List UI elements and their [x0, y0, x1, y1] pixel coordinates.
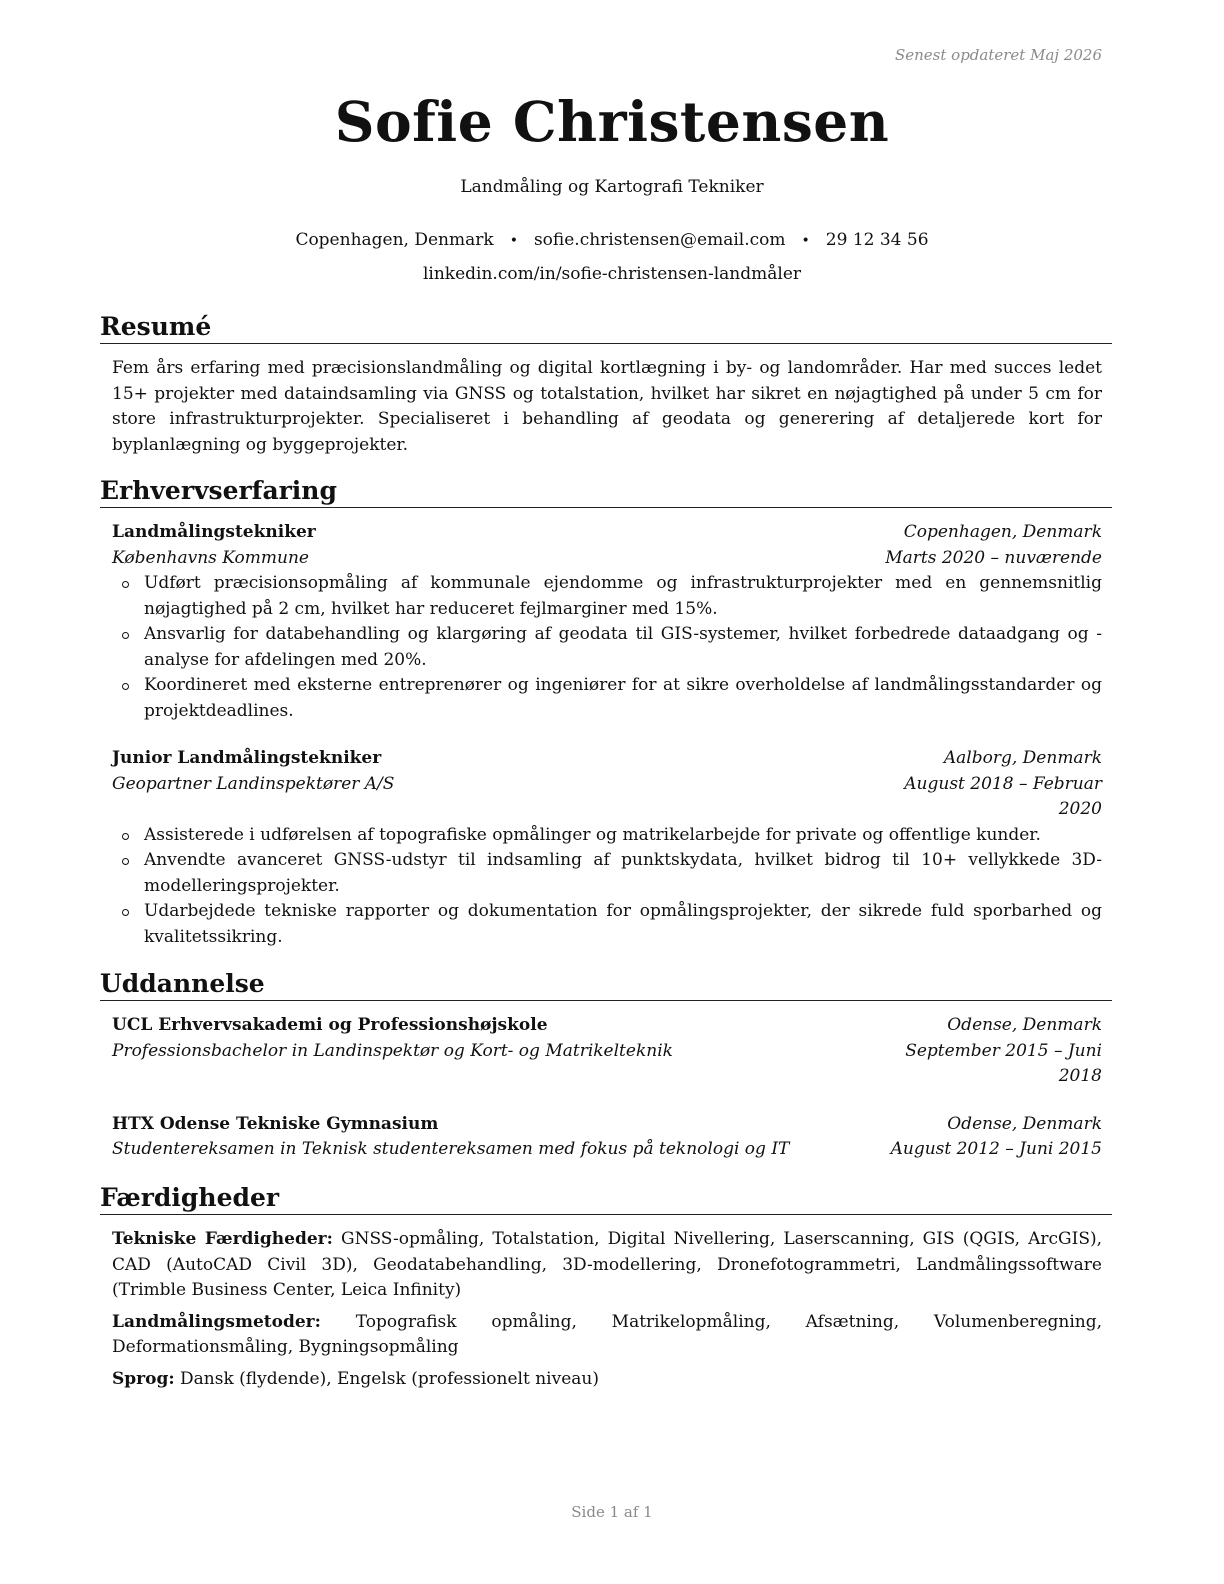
job-dates: Marts 2020 – nuværende: [885, 547, 1102, 568]
education-dates: September 2015 – Juni 2018: [905, 1040, 1102, 1086]
candidate-name: Sofie Christensen: [334, 89, 890, 154]
section-title: Resumé: [100, 312, 1112, 344]
job-company: Københavns Kommune: [112, 547, 309, 568]
skill-text: GNSS-opmåling, Totalstation, Digital Nivellering, Laserscanning, GIS (QGIS, ArcGIS), CAD (AutoCAD Civil 3D), Geodatabehandling, 3D-modellering, Dronefotogrammetri, Landmålingssoftware (Trimble Business Center, Leica Infinity): [112, 1229, 1103, 1300]
list-item: Udført præcisionsopmåling af kommunale ejendomme og infrastrukturprojekter med en gennemsnitlig nøjagtighed på 2 cm, hvilket har reduceret fejlmarginer med 15%.: [144, 571, 1102, 622]
list-item: Assisterede i udførelsen af topografiske opmålinger og matrikelarbejde for private og offentlige kunder.: [144, 823, 1102, 849]
job-company: Geopartner Landinspektører A/S: [112, 773, 395, 794]
summary-section: [100, 312, 1112, 458]
skill-text: Topografisk opmåling, Matrikelopmåling, Afsætning, Volumenberegning, Deformationsmåling, Bygningsopmåling: [112, 1311, 1103, 1357]
skills-section: [100, 1183, 1112, 1398]
degree-text: Professionsbachelor in Landinspektør og Kort- og Matrikelteknik: [112, 1040, 673, 1061]
school-location: Odense, Denmark: [947, 1113, 1102, 1134]
skill-group: [100, 1310, 1112, 1361]
skill-group: [100, 1367, 1112, 1393]
school-location: Odense, Denmark: [947, 1015, 1102, 1035]
skill-group: [100, 1227, 1112, 1304]
job-location: Aalborg, Denmark: [943, 748, 1102, 768]
job-dates: August 2018 – Februar 2020: [904, 773, 1102, 819]
list-item: Anvendte avanceret GNSS-udstyr til indsamling af punktskydata, hvilket bidrog til 10+ vellykkede 3D-modelleringsprojekter.: [144, 848, 1102, 899]
last-updated-note: Senest opdateret Maj 2026: [894, 46, 1102, 64]
job-bullets: [112, 571, 1102, 724]
resume-header: [0, 84, 1224, 285]
degree-text: Studentereksamen in Teknisk studentereksamen med fokus på teknologi og IT: [112, 1139, 790, 1159]
linkedin-link[interactable]: linkedin.com/in/sofie-christensen-landmåler: [422, 264, 802, 284]
email-link[interactable]: sofie.christensen@email.com: [533, 230, 786, 250]
job-role: Junior Landmålingstekniker: [112, 748, 382, 768]
list-item: Udarbejdede tekniske rapporter og dokumentation for opmålingsprojekter, der sikrede fuld sporbarhed og kvalitetssikring.: [144, 899, 1102, 950]
education-section: [100, 969, 1112, 1163]
separator-dot: •: [509, 233, 518, 249]
skill-text: Dansk (flydende), Engelsk (professionelt niveau): [180, 1368, 599, 1389]
education-entry: [100, 1112, 1112, 1163]
section-title: Færdigheder: [100, 1183, 1112, 1215]
phone-text: 29 12 34 56: [825, 230, 929, 250]
section-title: Uddannelse: [100, 969, 1112, 1001]
job-location: Copenhagen, Denmark: [903, 522, 1102, 542]
job-entry: [100, 520, 1112, 724]
job-entry: [100, 746, 1112, 950]
contact-line: [0, 228, 1224, 253]
summary-text: Fem års erfaring med præcisionslandmåling og digital kortlægning i by- og landområder. Har med succes ledet 15+ projekter med dataindsamling via GNSS og totalstation, hvilket har sikret en nøjagtighed på under 5 cm for store infrastrukturprojekter. Specialiseret i behandling af geodata og generering af detaljerede kort for byplanlægning og byggeprojekter.: [112, 358, 1102, 455]
section-title: Erhvervserfaring: [100, 476, 1112, 508]
list-item: Koordineret med eksterne entreprenører og ingeniører for at sikre overholdelse af landmålingsstandarder og projektdeadlines.: [144, 673, 1102, 724]
skill-label: Landmålingsmetoder:: [112, 1311, 321, 1332]
page-number: Side 1 af 1: [571, 1503, 653, 1521]
school-name: HTX Odense Tekniske Gymnasium: [112, 1113, 439, 1134]
location-text: Copenhagen, Denmark: [295, 230, 494, 250]
job-role: Landmålingstekniker: [112, 522, 316, 542]
job-title: Landmåling og Kartografi Tekniker: [460, 177, 764, 197]
education-dates: August 2012 – Juni 2015: [890, 1139, 1102, 1159]
experience-section: [100, 476, 1112, 950]
separator-dot: •: [801, 233, 810, 249]
list-item: Ansvarlig for databehandling og klargøring af geodata til GIS-systemer, hvilket forbedrede dataadgang og -analyse for afdelingen med 20%.: [144, 622, 1102, 673]
skill-label: Tekniske Færdigheder:: [112, 1229, 333, 1249]
school-name: UCL Erhvervsakademi og Professionshøjskole: [112, 1015, 548, 1035]
job-bullets: [112, 823, 1102, 951]
education-entry: [100, 1013, 1112, 1090]
skill-label: Sprog:: [112, 1368, 175, 1389]
